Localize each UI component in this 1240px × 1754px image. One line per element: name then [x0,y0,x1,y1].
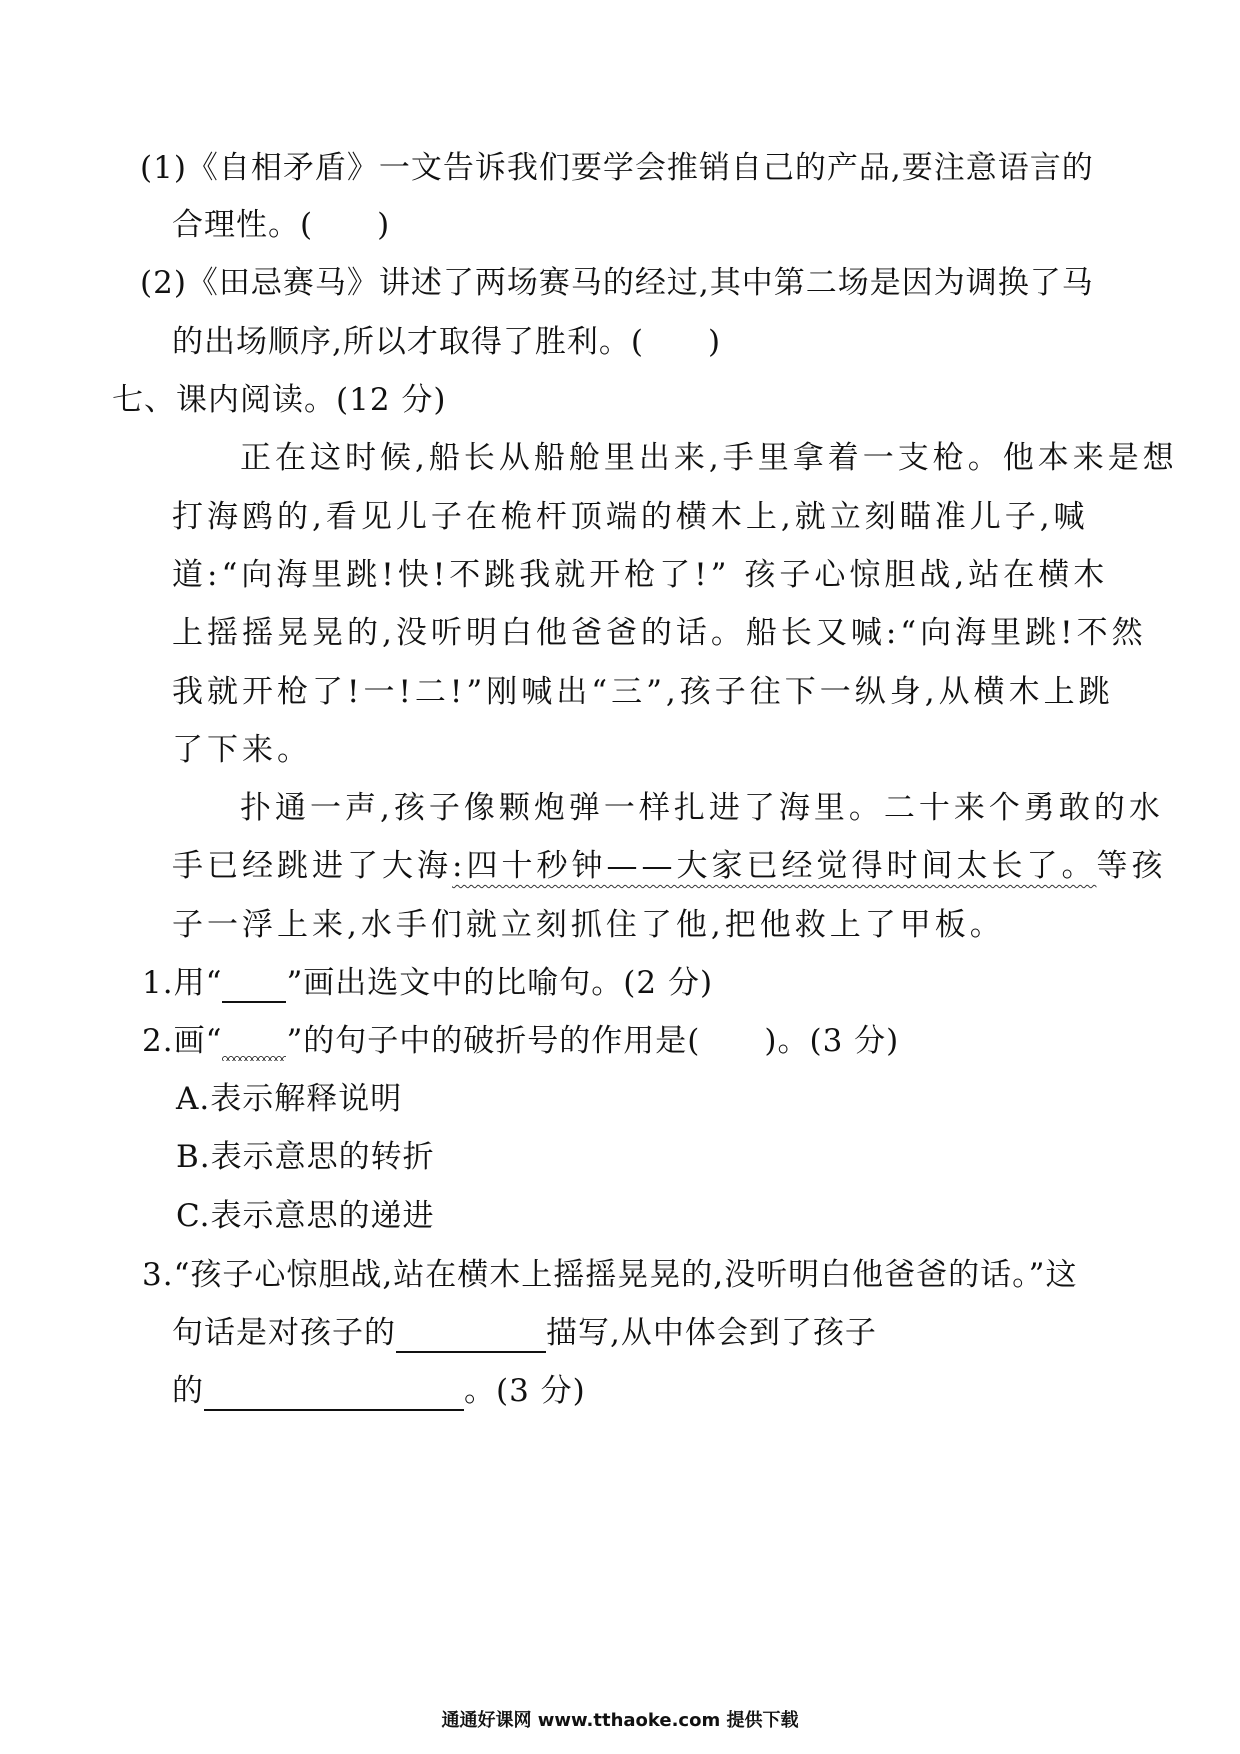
question-2-text: ”的句子中的破折号的作用是( [286,1023,701,1059]
judge-q2-line1: (2)《田忌赛马》讲述了两场赛马的经过,其中第二场是因为调换了马 [140,265,1094,301]
passage-p1-line1: 正在这时候,船长从船舱里出来,手里拿着一支枪。他本来是想 [240,440,1178,476]
passage-p1-line3: 道:“向海里跳!快!不跳我就开枪了!” 孩子心惊胆战,站在横木 [172,557,1109,593]
passage-p1-line2: 打海鸥的,看见儿子在桅杆顶端的横木上,就立刻瞄准儿子,喊 [172,499,1089,535]
passage-p1-line4: 上摇摇晃晃的,没听明白他爸爸的话。船长又喊:“向海里跳!不然 [172,615,1147,651]
wavy-underline-sample [222,1029,286,1061]
judge-q1-line2 [172,205,390,245]
question-3-line3-prefix: 的 [172,1373,204,1409]
question-1-prefix: 1.用“ [142,965,223,1001]
footer-credit: 通通好课网 www.tthaoke.com 提供下载 [441,1710,799,1731]
judge-q2-close-paren: ) [707,324,722,360]
passage-p1-line5: 我就开枪了!一!二!”刚喊出“三”,孩子往下一纵身,从横木上跳 [172,674,1114,710]
section-heading: 七、课内阅读。(12 分) [112,382,447,418]
question-3-line2 [172,1313,877,1353]
judge-q2-line2-text: 的出场顺序,所以才取得了胜利。( [172,324,644,360]
passage-p2-line2-start: 手已经跳进了大海 [172,848,452,884]
straight-underline-sample [222,969,286,1003]
passage-p1-line6: 了下来。 [172,732,312,768]
question-3-blank-1[interactable] [396,1319,546,1353]
option-c[interactable]: C.表示意思的递进 [176,1198,435,1234]
question-3-line3 [172,1371,586,1411]
judge-q2-line2 [172,322,721,362]
question-1-text: ”画出选文中的比喻句。(2 分) [286,965,714,1001]
question-3-line2-prefix: 句话是对孩子的 [172,1315,396,1351]
question-3-line1: 3.“孩子心惊胆战,站在横木上摇摇晃晃的,没听明白他爸爸的话。”这 [142,1257,1078,1293]
question-1 [142,963,713,1003]
passage-p2-line2 [172,846,1166,886]
judge-q1-close-paren: ) [377,207,391,243]
judge-q1-line2-text: 合理性。( [172,207,314,243]
judge-q1-line1: (1)《自相矛盾》一文告诉我们要学会推销自己的产品,要注意语言的 [140,150,1094,186]
question-2-prefix: 2.画“ [142,1023,223,1059]
passage-p2-line2-end: 等孩 [1096,848,1167,884]
question-2-score: )。(3 分) [764,1023,900,1059]
option-b[interactable]: B.表示意思的转折 [176,1139,435,1175]
question-2 [142,1021,899,1061]
wavy-underlined-sentence: :四十秒钟——大家已经觉得时间太长了。 [452,848,1097,884]
option-a[interactable]: A.表示解释说明 [176,1081,403,1117]
passage-p2-line3: 子一浮上来,水手们就立刻抓住了他,把他救上了甲板。 [172,907,1005,943]
question-3-score: 。(3 分) [464,1373,586,1409]
question-3-line2-text: 描写,从中体会到了孩子 [546,1315,877,1351]
question-3-blank-2[interactable] [204,1377,464,1411]
passage-p2-line1: 扑通一声,孩子像颗炮弹一样扎进了海里。二十来个勇敢的水 [240,790,1164,826]
